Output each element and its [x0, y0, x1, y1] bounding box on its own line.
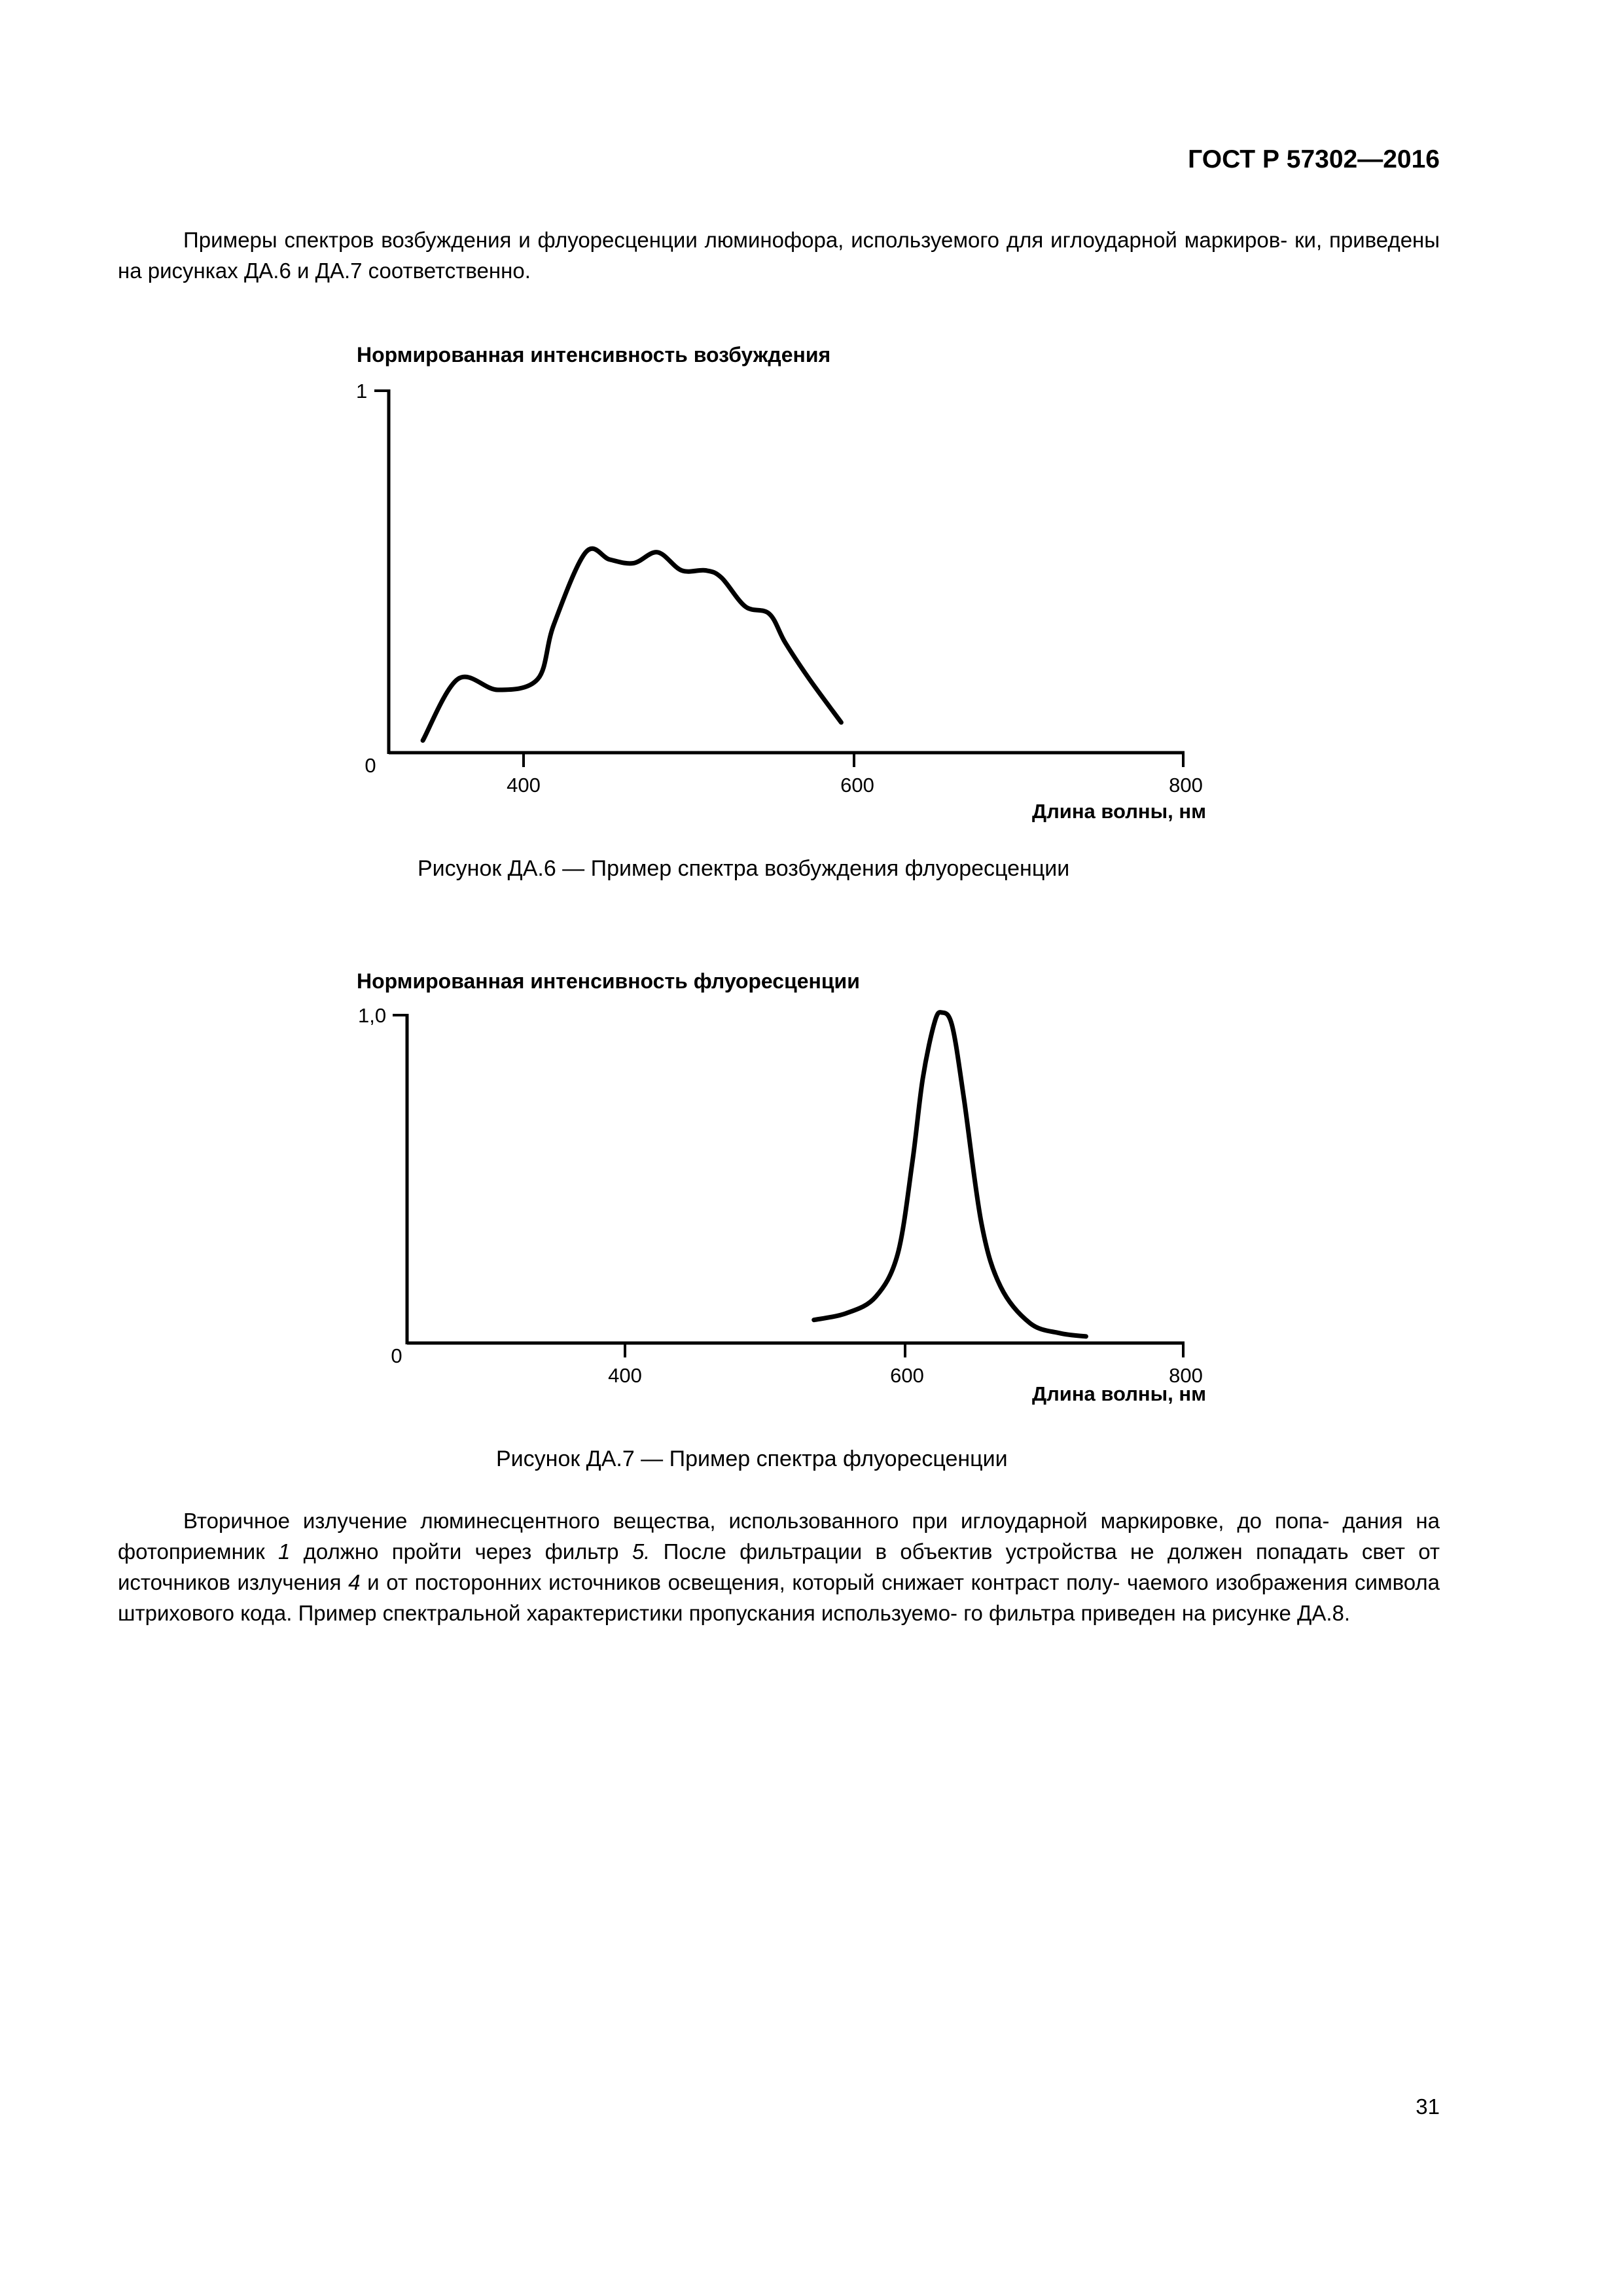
body-text [118, 1505, 1440, 1628]
chart1-x-axis-label: Длина волны, нм [1032, 1382, 1206, 1405]
chart1-series-line [814, 1013, 1086, 1336]
chart1-x-tick-label-400: 400 [608, 1364, 642, 1387]
body-text-part2: должно пройти через фильтр [290, 1539, 632, 1564]
body-text-part3: После фильтрации в объектив устройства не должен попадать свет от источников излучения [118, 1539, 1440, 1594]
figure6-caption: Рисунок ДА.6 — Пример спектра возбуждения флуоресценции [418, 856, 1070, 881]
document-id-header: ГОСТ Р 57302—2016 [1188, 145, 1440, 173]
chart1-x-tick-label-600: 600 [890, 1364, 924, 1387]
chart1-x-tick-label-800: 800 [1169, 1364, 1203, 1387]
body-text-part1: Вторичное излучение люминесцентного вещества, использованного при иглоударной маркировке, до попа- дания на фотоприемник [118, 1509, 1440, 1564]
body-ref-filter: 5. [632, 1539, 651, 1564]
chart1-y-axis-label: Нормированная интенсивность флуоресценции [357, 969, 860, 993]
chart0-x-tick-label-800: 800 [1169, 774, 1203, 797]
body-paragraph [118, 1505, 1440, 1628]
chart0-x-tick-label-600: 600 [840, 774, 874, 797]
body-ref-photodetector: 1 [277, 1539, 291, 1564]
body-text-part4: и от посторонних источников освещения, который снижает контраст полу- чаемого изображения символа штрихового кода. Пример спектральной характеристики пропускания используемо- го фильтра приведен на рисунке ДА.8. [118, 1570, 1440, 1625]
page-number: 31 [1416, 2094, 1440, 2119]
chart0-x-tick-label-400: 400 [507, 774, 541, 797]
chart0-y-tick-label-1: 1 [356, 380, 368, 403]
chart1-y-tick-label-1: 1,0 [358, 1004, 387, 1027]
intro-text: Примеры спектров возбуждения и флуоресценции люминофора, используемого для иглоударной маркиров- ки, приведены на рисунках ДА.6 и ДА.7 соответственно. [118, 228, 1440, 283]
chart0-x-axis-label: Длина волны, нм [1032, 800, 1206, 823]
chart0-y-axis-label: Нормированная интенсивность возбуждения [357, 343, 831, 367]
body-ref-source: 4 [348, 1570, 361, 1594]
figure7-caption: Рисунок ДА.7 — Пример спектра флуоресценции [496, 1446, 1008, 1471]
chart1-y-tick-label-0: 0 [391, 1344, 402, 1367]
chart0-y-tick-label-0: 0 [365, 754, 376, 777]
